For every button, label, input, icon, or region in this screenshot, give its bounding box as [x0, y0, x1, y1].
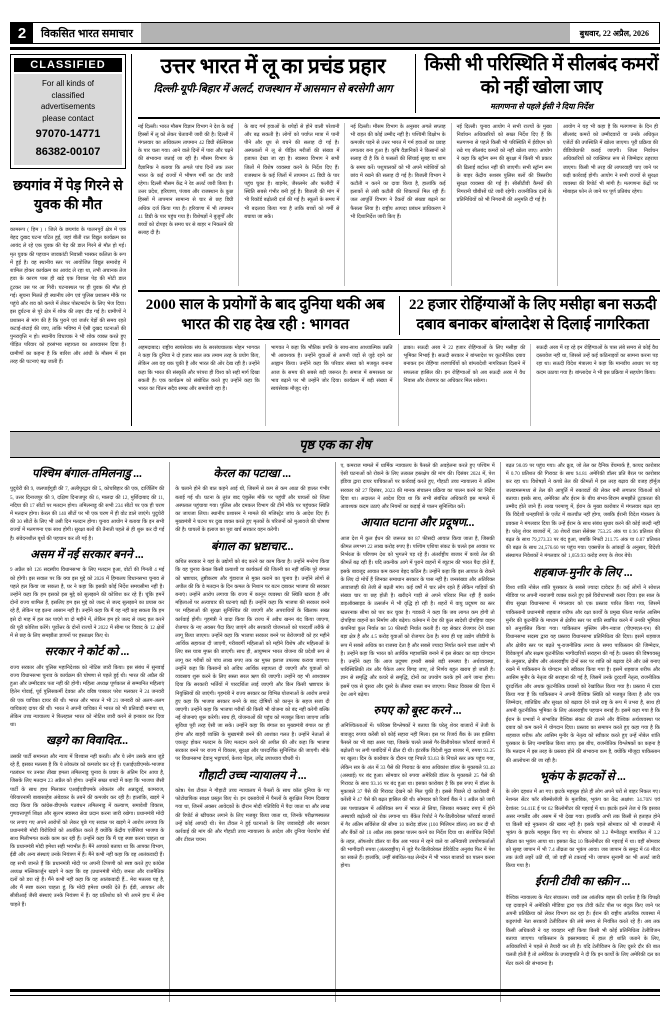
continuation-body: विश्व शांति नोबेल शांति पुरस्कार के सबसे ज्यादा दावेदार हैं। कई लोगों ने सोशल मीडिया पर अपनी नाराजगी व्यक्त करते हुए इसे विरोधाभासी करार दिया। इस साल के बीच सुरक्षा विधानसभा में मंगलवार को एक प्रस्ताव पारित किया गया, जिसमें पाकिस्तानी प्रधानमंत्री शहबाज शरीफ और रक्षा कार्यों के प्रमुख फील्ड मार्शल आसिम मुनीर की कूटनीति के माध्यम से क्षेत्रीय स्तर पर शांति स्थापित करने में उनकी भूमिका को अनुशंसित किया गया। पाकिस्तान मुस्लिम लीग-नवाज (पीएमएल-एन) की विधानसभा सदस्य द्वारा यह प्रस्ताव विधानसभा प्रतिनिधित्व की दिया। इसमें शहबाज और क्षेत्रीय स्तर पर बढ़ते भू-राजनीतिक तनाव के समय पाकिस्तान की जिम्मेदार, विवेकपूर्ण और सक्षम कूटनीतिक भागीदारियों सराहना की गई है। प्रस्ताव की विषयवस्तु के अनुसार, क्षेत्रीय और अंतरराष्ट्रीय दोनों स्तर पर शांति को बढ़ावा देने और उसे बनाए रखने में पाकिस्तान के योगदान को स्वीकार किया गया है। इसमें शहबाज शरीफ और आसिम मुनीर के नेतृत्व की सराहना की गई है, जिसमें उनके दूरदर्शी नेतृत्व, राजनीतिक दूरदर्शिता और अथक कूटनीतिक प्रयासों को रेखांकित किया गया है। प्रस्ताव में दावा किया गया है कि पाकिस्तान ने अपनी वैश्विक स्थिति को मजबूत किया है और एक जिम्मेदार, शांतिप्रिय और सुरक्षा को बढ़ावा देने वाले राष्ट्र के रूप में उभरा है, साथ ही अपनी कूटनीतिक भूमिका के लिए अंतरराष्ट्रीय पहचान बनाई है। इसमें कहा गया है कि ईरान के प्रभावों ने संभावित वैश्विक संकट की टालने और वैश्विक अर्थव्यवस्था पर दबाव को कम करने में योगदान दिया। प्रस्ताव का समापन करते हुए कहा गया है कि शहबाज शरीफ और आसिम मुनीर के नेतृत्व को स्वीकार करते हुए उन्हें नोबेल शांति पुरस्कार के लिए नामांकित किया जाए। इस बीच, राजनीतिक विश्लेषकों का कहना है कि मतदान में इस तरह के प्रस्ताव होने की संभावना कम है, क्योंकि मौजूदा पाकिस्तान की आलोचना की जा रही है। — [505, 585, 660, 764]
top-main-area — [132, 54, 660, 426]
secondary-story-1-headline: 2000 साल के प्रयोगों के बाद दुनिया थकी अब भारत की राह देख रही : भागवत — [145, 297, 385, 333]
continuation-subheadline: शहबाज-मुनीर के लिए ... — [532, 566, 633, 579]
continuation-subheadline: ईरानी टीवी का स्क्रीन ... — [535, 876, 631, 889]
continuation-band — [10, 431, 660, 458]
classified-phone-2: 86382-00107 — [35, 146, 101, 159]
continuation-body: आज देश में कुल ईंधन की जरूरत का 87 फीसदी आयात किया जाता है, जिसकी कीमत लगभग 22 लाख करोड़ रुपए है। पश्चिम एशिया संकट के चलते इस आयात पर निर्भरता के परिणाम देश को भुगतने पड़ रहे हैं। अंतर्राष्ट्रीय बाजार में कच्चे तेल की कीमतें बढ़ रही हैं। यदि तकनीक आगे में पुराने वाहनों में ब्यूटान की भारत पैदा होते हैं, इसके बावजूद आयात कम करना बेहद कठिन है। उन्होंने कहा कि इस आयात के रोकने के लिए दो मोर्चे हैं जिनका समाधान सरकार के पास नहीं है। जनसंख्या और अतिरिक्त आवाजाही की तेजी से बढ़ती मांग। कई वर्षों में चार लोग रहते हैं लेकिन गाड़ियों की संख्या चार या छह होती है। खरीदने गाड़ी से अपने परिवार मिल रही हैं कार्बन डाइऑक्साइड के उत्सर्जन में भी वृद्धि हो रही है। शहरों में वायु प्रदूषण का स्तर खतरनाक सीमा को पार कर चुका है। गडकरी ने कहा कि जब लागत कम होगी तो दोपहिया वाहनों का निर्माण और बढ़ेगा। वर्तमान में देश की कुल स्वदेशी दोपहिया वाहन कंपनियां कुल निर्यात का 50 फीसदी निर्यात करती हैं। यह सेक्टर रोजगार देने वाला बड़ा क्षेत्र है और 4.5 करोड़ युवाओं को रोजगार देता है। साथ ही यह उद्योग जीडीपी के रूप में सबसे अधिक का राजस्व देता है और सबसे ज्यादा निर्यात करने वाला उद्योग भी है। उन्होंने कहा कि भारत को आर्थिक महाशक्ति बनाने में इस सेक्टर का बड़ा योगदान है। उन्होंने कहा कि आज प्रदूषण हमारी सबसे बड़ी समस्या है। अर्थव्यवस्था, पारिस्थितिकी तंत्र और पैकेज अगर बिगड़ जाए, तो निर्णय बहुत खराब हो जाती है। ज्ञान से समृद्धि और कचरे से समृद्धि, दोनों का उपयोग करके हमें आगे जाना होगा। इसमें एक से दूसरा और दूसरे के तीसरा रास्ता बन जाएगा। निकट विकास की दिशा में देश आगे बढ़ेगा। — [340, 535, 495, 698]
continuation-body: के चलाने होने की बात कहने आई थी, जिसमें से कम से कम आठा की हालत गंभीर बताई गई थी। घटना के तुरंत बाद एंबुलेंस मौके पर पहुंचीं और घायलों को जिला अस्पताल पहुंचाया गया। पुलिस और दमकल विभाग की टीमें मौके पर पहुंचकर स्थिति का जायजा लिया। स्थानीय प्रशासन ने मामले की मजिस्ट्रेट जांच के आदेश दिए हैं। मुख्यमंत्री ने घटना पर दुख व्यक्त करते हुए मृतकों के परिजनों को मुआवजे की घोषणा की है। घायलों के इलाज का पूरा खर्च सरकार वहन करेगी। — [175, 486, 330, 534]
secondary-story-2-head — [400, 296, 661, 335]
continuation-subheadline: केरल का पटाखा ... — [213, 468, 292, 480]
story-body: ढाका। सऊदी अरब ने 22 हजार रोहिंग्याओं के लिए मसीहा की भूमिका निभाई है। सऊदी सरकार ने बांग्लादेश पर कूटनीतिक दबाव बनाकर इन रोहिंग्या शरणार्थियों को बांग्लादेशी नागरिकता दिलाने में सफलता हासिल की। इन रोहिंग्याओं को अब सऊदी अरब में वैध निवास और रोजगार का अधिकार मिल सकेगा। — [403, 345, 526, 384]
lead-story-columns — [138, 119, 660, 286]
left-article-headline: छयगांव में पेड़ गिरने से युवक की मौत — [10, 174, 126, 222]
story-body: भागवत ने कहा कि भौतिक प्रगति के साथ-साथ आध्यात्मिक उन्नति भी आवश्यक है। उन्होंने युवाओं से अपनी जड़ों से जुड़े रहने का आह्वान किया। उन्होंने कहा कि परिवार संस्था को मजबूत बनाना आज के समय की सबसे बड़ी जरूरत है। समाज में समरसता का भाव बढ़ाने पर भी उन्होंने जोर दिया। कार्यक्रम में बड़ी संख्या में स्वयंसेवक मौजूद रहे। — [270, 345, 393, 393]
classified-column — [10, 54, 132, 426]
continuation-column — [170, 462, 335, 1002]
continuation-body: कथित सरकार ने यहां के उद्योगों को बंद करने का काम किया है। उन्होंने मनरेगा किया कि यह चुनाव केवल किसी प्रत्याशी या कार्यकर्ता की जितनी का नहीं बल्कि पूरे बंगाल को भ्रष्टाचार, तुष्टीकरण और गुंडाराज से मुक्त कराने का चुनाव है। उन्होंने लोगों से अपील की कि वे मतदान के दिन कमल के निशान पर बटन दबाकर भाजपा की सरकार बनाएं। उन्होंने आरोप लगाया कि राज्य में कानून व्यवस्था की स्थिति खराब है और महिलाओं पर अत्याचार की घटनाएं बढ़ी हैं। उन्होंने कहा कि भाजपा की सरकार बनने पर महिलाओं की सुरक्षा सुनिश्चित की जाएगी और अपराधियों के खिलाफ सख्त कार्रवाई होगी। गृहमंत्री ने वादा किया कि राज्य में अवैध खनन बंद किया जाएगा, रोजगार के नए अवसर पैदा किए जाएंगे और सरकारी योजनाओं को पारदर्शी तरीके से लागू किया जाएगा। उन्होंने कहा कि भाजपा सरकार बनने पर बेरोजगारी को हर महीने आर्थिक सहायता दी जाएगी, गरीबवर्गी महिलाओं को महीने विशेष और महिलाओं के लिए बस यात्रा मुफ्त की जाएगी। साथ ही, आयुष्मान भारत योजना की प्रदेशी रूप से लागू कर गरीबों को पांच लाख रुपए तक का मुफ्त इलाज उपलब्ध कराया जाएगा। उन्होंने कहा कि किसानों को अविध आर्थिक सहायता दी जाएगी और युवाओं को व्यवसाय शुरू करने के लिए सस्ता सरल ऋण की जाएगी। उन्होंने यह भी आश्वासन दिया कि सरकारी भर्तियों में पारदर्शिता लाई जाएगी और किन किसी भ्रष्टाचार के नियुक्तियों की जाएंगी। गृहमंत्री ने राज्य सरकार का विभिन्न योजनाओं के आरोप लगाते हुए कहा कि भाजपा सरकार बनने के बाद दोषियों को कानून के सहज सजा दी जाएगी। उन्होंने कहा कि भाजपा गरीबों की किसी भी योजना को बंद नहीं करेगी बल्कि नई योजनाएं शुरू करेगी। साथ ही, योजनाओं की पहुंच को मजबूत किया जाएगा ताकि सुविधा पूरी तरह ऐसी जा सके। उन्होंने कहा कि बंगाल का मुख्यमंत्री बंगाल का ही होगा और बाहरी व्यक्ति के मुख्यमंत्री बनने की आशंका गलत है। उन्होंने नेताओं से एकजुट होकर मतदान के लिए मतदान करने की अपील की और कहा कि भाजपा सरकार बनने पर राज्य में विकास, सुरक्षा और पारदर्शिक सुनिश्चित की जाएगी। मौके पर विधानसभा देवानु भट्टाचार्य, केशव पेंड्रल, उपेंद्र उपाध्याय चौधरी थे। — [175, 559, 330, 763]
continuation-body: बढ़त 98.09 पर पहुंच गया। और क्रूड, जो तेल का दैनिक वेंचमार्क है, कायद कारोबार में 0.70 प्रतिशत की गिरावट के साथ 94.81 अमेरिकी डॉलर प्रति बैरल पर कारोबार कर रहा था। विशेषज्ञों ने कच्चे तेल की कीमतों में इस तरह बढ़ाव की वजह हॉर्मूज जलडमरूमध्य से तेल की आपूर्ति में रुकावटों की लेकर बनी लगातार चिंताओं को बताया। इसके साथ, अमेरिका और ईरान के बीच संभव-विराम समझौते टूटकरता की उम्मीद होते जाने हैं। लाख परमाणु में, ईरान के मुख्य कारोबार में मंगलवार बढ़त रहा कि विदेशी धनहारियों के एजेंट में बातचीत नहीं होगा, जबकि ईरानी विदेश मंत्रालय के प्रवक्ता ने मंगलवार दिया कि उन्हें ईरान के साथ संबंध सुधार करने की कोई जल्दी नहीं है। घरेलू शेयर बाजारों में, 30 शेयरों वाला सेंसेक्स 753.25 अंक या 0.96 प्रतिशत की बढ़त के साथ 79,273.33 पर बंद हुआ, जबकि निफ्टी 211.75 अंक या 0.87 प्रतिशत की बढ़त के साथ 24,576.60 पर पहुंच गया। एक्सचेंज के आंकड़ों के अनुसार, विदेशी संस्थागत निवेशकों ने मंगलवार को 1,059.93 करोड़ रुपए के शेयर बेचे। — [505, 463, 660, 560]
top-section — [10, 54, 660, 426]
continuation-column — [501, 462, 660, 1002]
continuation-body: 9 अप्रैल को 126 सदस्यीय विधानसभा के लिए मतदान हुआ, वोटों की गिनती 4 मई को होगी। इस सवाल पर कि क्या इस मुद्दे को 2026 में हिमालय विधानसभा चुनाव से पहले हल किया जा सकता है, घर ने कहा कि इसकी कोई निर्देश समयसीमा नहीं है। उन्होंने कहा कि हम इसको इस मुद्दे को सुलझाने की कोशिश कर रहे हैं। चूंकि हमनें दोनों राज्य शामिल हैं, इसलिए हम इस मुद्दे को जल्द से जल्द सुलझाने का प्रयास कर रहे हैं, लेकिन यह इतना आसान नहीं है। उन्होंने कहा कि मैं यह नहीं कह सकता कि हम इसे दो माह में हल कर पाएंगे या दो महीने में, लेकिन हम हरे जल्द से जल्द हल करने की पूरी कोशिश करेंगे। पूर्वोत्तर के दोनों राज्यों ने 2022 में सीमा पर विवाद के 12 क्षेत्रों में से छह के लिए समझौता ज्ञापनों पर हस्ताक्षर किए थे। — [10, 567, 165, 640]
continuation-body: अनिश्चितताओं में। फॉरेक्स विश्लेषकों ने बताया कि घरेलू शेयर बाजारों में तेजी के बावजूद रुपया करेंसी को कोई सहारा नहीं मिला। इस पर रिजर्व बैंक के उस हालिया फैसले का भी बड़ा असर पड़ा, जिसके चलते उससे गैर-डिलीवरेबल फॉरवर्ड बाजारों में बढ़ोतरी पर लगी पाबंदियों में ढील दी थी। इंटरबैंक विदेशी मुद्रा बाजार में, रुपया 93.25 पर खुला। दिन के कारोबार के दौरान यह निचले 93.63 के निचले स्तर तक पहुंच गया, लेकिन सत्र के अंत में 33 पैसे की गिरावट के साथ अधिकांश डॉलर के मुकाबले 93.48 (अस्थाई) पर बंद हुआ। सोमवार को रुपया अमेरिकी डॉलर के मुकाबले 25 पैसे की गिरावट के साथ 93.16 पर बंद हुआ था। इसका कारोबार है कि इस रुपए में डॉलर के मुकाबले 37 पैसे की गिरावट देखने को मिल चुकी है। इससे पिछले दो कारोबारी में करेंसी ने 47 पैसे की बढ़त हासिल की थी। सोमवार को रिजर्व बैंक ने 1 अप्रैल को जारी उस पश्चातक्रम में अतिरिक्त रूप में भारत ले लिया, जिसका मकसद रुपए में होने अस्थायी बढ़ोतरी को रोक लगाना था। बैंकेत रिपोर्ट ने गैर-डिलीवरेबल फॉरवर्ड बाजारों में गैर अंतिम सर्विसेज की सीमा 10 करोड़ डॉलर (100 मिलियन डॉलर) तय कर दी थी और बैंकों को 10 अप्रैल तक इसका पालन करने का निर्देश दिया था। संशोधित निर्देशों के तहत, ऑफशोर डॉलर या बैंक अब भारत में रहने वाले या अनिवासी उपयोगकर्ताओं की भागीदारी रुपया (अंतरराष्ट्रीय) में जुड़े गैर-डिलीवरेबल डेरिवेटिव अनुबंध फिर में पेश का सकते हैं। हालांकि, उन्हीं संबंधित-पक्ष लेनदेन में भी भारत बाजारों का पालन करना होगा। — [340, 723, 495, 870]
story-column — [345, 123, 451, 286]
story-column — [138, 344, 266, 426]
story-column — [558, 123, 660, 286]
story-column — [531, 344, 660, 426]
story-body: अहमदाबाद। राष्ट्रीय स्वयंसेवक संघ के सरसंघचालक मोहन भागवत ने कहा कि दुनिया ने दो हजार साल तक तमाम तरह के प्रयोग किए, लेकिन अब वह थक चुकी है और भारत की ओर देख रही है। उन्होंने कहा कि भारत की संस्कृति और परंपरा ही विश्व को सही मार्ग दिखा सकती है। एक कार्यक्रम को संबोधित करते हुए उन्होंने कहा कि भारत का चिंतन सदैव समग्र और समावेशी रहा है। — [138, 345, 260, 393]
story-column — [452, 123, 558, 286]
story-column — [239, 123, 345, 286]
story-body: आयोग ने यह भी कहा है कि मतगणना के दिन ही सीलबंद कमरों को उम्मीदवारों या उनके अधिकृत एजेंटों की उपस्थिति में खोला जाएगा। पूरी प्रक्रिया की वीडियोग्राफी कराई जाएगी। जिला निर्वाचन अधिकारियों को व्यक्तिगत रूप से जिम्मेदार ठहराया जाएगा। किसी भी तरह की लापरवाही पाए जाने पर कड़ी कार्रवाई होगी। आयोग ने सभी राज्यों से सुरक्षा व्यवस्था की रिपोर्ट भी मांगी है। मतगणना केंद्रों पर मोबाइल फोन ले जाने पर पूर्ण प्रतिबंध रहेगा। — [562, 123, 659, 196]
continuation-subheadline: बंगाल का भ्रष्टाचार... — [210, 540, 294, 553]
classified-phone-1: 97070-14771 — [35, 128, 101, 141]
classified-line-1: For all kinds of — [41, 79, 95, 88]
continuation-column — [10, 462, 170, 1002]
continuation-subheadline: असम में नई सरकार बनने ... — [30, 548, 144, 561]
masthead-rule — [10, 47, 660, 50]
masthead-spacer — [141, 23, 570, 43]
secondary-story-1-head — [138, 296, 400, 335]
continuation-subheadline: खड़गे का विवादित... — [45, 735, 129, 748]
lead-story-1-subhead: दिल्ली-यूपी-बिहार में अलर्ट, राजस्थान में आसमान से बरसेगी आग — [153, 83, 393, 95]
continuation-subheadline: भूकंप के झटकों से ... — [539, 770, 627, 783]
page-number: 2 — [11, 23, 33, 43]
continuation-body: के लोग दहशत में आ गए। झटके महसूस होते ही लोग अपने घरों से बाहर निकल गए। नेशनल सेंटर फॉर सीस्मोलॉजी के मुताबिक, भूकंप का केंद्र अक्षांश: 34.70N एवं देशांतर: 94.41E ई पर 62 किलोमीटर की गहराई में था। झटके इतने तेज थे कि इसका असर नगालैंड और असम में भी देखा गया। हालांकि अभी तक किसी से हताहत होने या किसी बड़े नुकसान की खबर नहीं है। इसके पहले सोमवार को भी राजधानी में भूकंप के झटके महसूस किए गए थे। सोमवार को 3.2 मैग्नीट्यूड मापांकित में 3.2 तीव्रता का भूकंप आया था। इसका केंद्र 10 किलोमीटर की गहराई में था। वहीं सोमवार को सुबह जापान में भी 7.4 तीव्रता का भूकंप आया। जब जापान के समुद्र में 60 मीटर तक ऊंची लहरें उठी थीं, जो वहीं से टकराई भी। जापान सुनामी का भी अलर्ट जारी किया गया है। — [505, 789, 660, 870]
classified-body — [14, 74, 122, 165]
footer-rule — [10, 989, 660, 992]
lead-story-1-headline: उत्तर भारत में लू का प्रचंड प्रहार — [160, 54, 386, 78]
story-body: के बाद गर्म हवाओं के थपेड़ों से होने वाली परेशानी और बढ़ सकती है। लोगों को पर्याप्त मात्रा में पानी पीने और धूप से बचने की सलाह दी गई है। अस्पतालों में लू से पीड़ित मरीजों की संख्या में इजाफा देखा जा रहा है। स्वास्थ्य विभाग ने सभी जिलों में विशेष व्यवस्था करने के निर्देश दिए हैं। राजस्थान के कई जिलों में तापमान 45 डिग्री के पार पहुंच चुका है। बाड़मेर, जैसलमेर और फलौदी में स्थिति सबसे गंभीर बनी हुई है। बिजली की मांग में भी रिकॉर्ड बढ़ोतरी दर्ज की गई है। स्कूलों के समय में भी बदलाव किया गया है ताकि बच्चों को गर्मी से बचाया जा सके। — [244, 123, 340, 220]
story-body: नई दिल्ली। मौसम विभाग के अनुसार अगले सप्ताह भी राहत की कोई उम्मीद नहीं है। पश्चिमी विक्षोभ के कमजोर पड़ने से उत्तर भारत में गर्म हवाओं का प्रवाह लगातार बना हुआ है। कृषि वैज्ञानिकों ने किसानों को सलाह दी है कि वे फसलों की सिंचाई सुबह या शाम के समय करें। पशुपालकों को भी अपने मवेशियों को छांव में रखने की सलाह दी गई है। बिजली विभाग ने कटौती न करने का दावा किया है, हालांकि कई इलाकों से लंबी कटौती की शिकायतें मिल रही हैं। जल आपूर्ति विभाग ने टैंकरों की संख्या बढ़ाने का फैसला लिया है। राष्ट्रीय आपदा प्रबंधन प्राधिकरण ने भी दिशानिर्देश जारी किए हैं। — [350, 123, 446, 220]
classified-line-2: classified — [51, 90, 85, 100]
lead-story-2-head — [416, 54, 660, 113]
lead-story-1-head — [138, 54, 416, 113]
continuation-body: उसकी पार्टी समानता और न्याय में विश्वास नहीं करती। और ये लोग उसके साथ जुड़े रहे हैं, इसका मतलब है कि ये लोकतंत्र को कमजोर कर रहे हैं। एआईएडीएमके-भाजपा गठबंधन पर उनका तीखा हमला तमिलनाडु चुनाव के प्रचार के अंतिम दिन आया है, जिसके लिए मतदान 23 अप्रैल को होगा। उन्होंने सख्त शब्दों में कहा कि भाजपा जैसी पार्टी के साथ हाथ मिलाकर एआईएडीएमके लोकतंत्र और अन्नादुरई, कामराज, पेरियारनामी बाबासाहेब अंबेडकर के तबने की कमजोर कर रही है। हालांकि, खड़गे ने वादा किया कि कांग्रेस-डीएमके गठबंधन तमिलनाडु में कल्याण, समावेशी विकास, गुणवत्तापूर्ण शिक्षा और सुलभ स्वास्थ्य सेवा प्रदान करना जारी रखेगा। प्रधानमंत्री मोदी पर लगाए गए अपने आरोपों को लेकर पूछे गए सवाल पर खड़गे ने आरोप लगाया कि प्रधानमंत्री मोदी विरोधियों को आतंकित करते हैं क्योंकि केंद्रीय एजेंसियां भाजपा के साथ मिलीभगत करके काम कर रही हैं। उन्होंने कहा कि मैं यह स्पष्ट करना चाहता था कि प्रधानमंत्री मोदी हमेशा सही भयभीत हैं। मैंने आपको बताया था कि आपका विभाग, ईडी और अन्य संस्थाएं उनके नियंत्रण में हैं। मैंने कभी नहीं कहा कि वह आतंकवादी हैं। वह सभी जानते हैं कि प्रधानमंत्री मोदी पर अपनी टिप्पणी को स्पष्ट करते हुए कांग्रेस अध्यक्ष मल्लिकार्जुन खड़गे ने कहा कि वह (प्रधानमंत्री मोदी) जनता और राजनैतिक दलों को डरा रहे हैं। मैंने कभी नहीं कहा कि वह आतंकवादी हैं... मेरा मतलब यह है, और मैं स्पष्ट करना चाहता हूं, कि मोदी हमेशा धमकी देते हैं। ईडी, आयकर और सीबीआई जैसी संस्थाएं उनके नियंत्रण में हैं। वह प्रतिशोध को भी अपने हाथ में लेना चाहते हैं। — [10, 753, 165, 908]
continuation-body: राज्य सरकार और पुलिस महानिदेशक को नोटिस जारी किया। इस संबंध में सुनवाई राज्य विधानसभा चुनाव के कार्यक्रम की घोषणा से पहले हुई थी। भारत की अप्रैल की हुआ और उम्मीदवार पता नहीं की होगी। महिला अध्यक्ष पूर्णकाल से सम्मानित महिलाएं हितेन गोवाई, पूर्व पुलिसकर्मी देवका और वरिष्ठ पत्रकार परेश मलकार ने 24 जनवरी की एक याचिका दायर की थी। भारत और भारत ने भी 21 जनवरी को अलग-अलग याचिकाएं दायर की थीं। भारत ने अपनी याचिका में भारत को भी प्रतिवादी बनाया था, लेकिन उच्च न्यायालय ने फिलहाल भारत को नोटिस जारी करने से इनकार कर दिया था। — [10, 664, 165, 729]
paper-name: विकसित भारत समाचार — [33, 23, 141, 43]
secondary-story-columns — [138, 340, 660, 426]
continuation-subheadline: रुपए को बूस्ट करने ... — [373, 705, 462, 718]
continuation-body: पुदुचेरी की 9, जलपाईगुड़ी की 7, अलीपुरद्वार की 5, कोचबिहार की एक, दार्जिलिंग की 5, उत्तर दिनाजपुर की 9, दक्षिण दिनाजपुर की 6, मालदा की 12, मुर्शिदाबाद की 11, नदिया की 17 सीटों पर मतदान होगा। तमिलनाडु की सभी 234 सीटों पर एक ही चरण में मतदान होगा। केरल की 140 सीटों पर भी एक चरण में ही वोट डाले जाएंगे। पुदुचेरी की 30 सीटों के लिए भी उसी दिन मतदान होगा। चुनाव आयोग ने बताया कि इन सभी राज्यों में मतगणना एक साथ होगी। सुरक्षा बलों की तैनाती पहले से ही शुरू कर दी गई है। संवेदनशील बूथों की पहचान कर ली गई है। — [10, 486, 165, 542]
continuation-column — [336, 462, 501, 1002]
lead-headline-row — [138, 54, 660, 119]
story-body: सऊदी अरब में रह रहे इन रोहिंग्याओं के पास लंबे समय से कोई वैध दस्तावेज नहीं था, जिससे उन्हें कई कठिनाइयों का सामना करना पड़ रहा था। सऊदी विदेश मंत्रालय ने कहा कि मानवीय आधार पर यह कदम उठाया गया है। बांग्लादेश ने भी इस प्रक्रिया में सहयोग किया। — [536, 345, 658, 376]
continuation-subheadline: गौहाटी उच्च न्यायालय ने ... — [197, 769, 307, 782]
secondary-headline-row — [138, 290, 660, 340]
story-column — [138, 123, 239, 286]
classified-line-3: advertisements — [40, 102, 96, 112]
continuation-band-label: पृष्ठ एक का शेष — [299, 437, 371, 452]
lead-story-2-headline: किसी भी परिस्थिति में सीलबंद कमरों को नहीं खोला जाए — [424, 55, 659, 98]
story-column — [266, 344, 399, 426]
issue-date: बुधवार, 22 अप्रैल, 2026 — [570, 23, 659, 43]
continuation-body: वैश्विक न्यायालय के मेंटर संचालन। जारी उस आंतरिक बहस की दर्शाता है कि विपक्षी यह दावाहने में अमेरिकी मीडिया द्वारा एक टीवी कंटेंट पीस पर बंदूक किए जाने पर अपनी प्रतिक्रिया को लेकर विभाग कर रहा है। ईरान की राष्ट्रीय आंतरिक व्यवस्था में कट्टरपंथी नेता सरकारी टेलीविजन की लंबे समय से नियंत्रित करते रहे हैं। अब तक किसी अधिकारी ने यह व्यवहार नहीं किया किसी भी कोई प्रतिनिधित्व टेलीविजन बताया जाएगा। पाकिस्तान के इस्लामाबाद में हाल ही शांति जताने के लिए, अधिकारियों ने पहले से तैयारी कर ली है। यदि टेलीविजन के लिए दूसरे दौर की बात चलती होती है तो अमेरिका के उपराष्ट्रपति ने दी कि इन कार्यों के लिए अमेरिकी दल का मेंटर करने की संभावना है। — [505, 894, 660, 967]
continuation-body: कोष्ठ। पेश टीवल ने गौहाटी उच्च न्यायालय में पैनलों के साथ कॉल दुनिया के गए फोटोग्राफिक साक्ष्य प्रस्तुत किए थे। इन दस्तावेजों में पैनलों के सुरक्षित नियम दिखाया गया था, जिनमें अक्सर आवेदकों के दौरान मोदी गतिविधि में पैदा जाता था और लाख की रिपोर्ट से खींचकर लगाने के लिए मजबूर किया जाता था, जिनके परीक्षणस्थलत उन्हें कोई आपदी थी। पेश टीवल ने हुई घटनाओं के लिए जवाबदेही और सरकार कार्रवाई की मांग की और गौहाटी उच्च न्यायालय के आदेश और दुनिया पेरायोग बोर्ड और टीवल चयन। — [175, 787, 330, 844]
continuation-subheadline: आयात घटाना और प्रदूषण... — [360, 517, 475, 530]
classified-line-4: please contact — [42, 113, 94, 123]
continuation-section — [10, 462, 660, 1002]
story-column — [399, 344, 532, 426]
continuation-body: ए, कमराज मामले में धार्मिक न्यायालय के फैसले की अवहेलना करते हुए पश्चिम में ऐसी घटनाओं को रोकने के लिए तत्काल हस्तक्षेप की मांग की। दिसंबर 2024 में, पेश इंडिया द्वारा दायर याचिकाओं पर कार्रवाई करते हुए, गौहाटी उच्च न्यायालय ने अंतिम सरकार को 27 दिसंबर, 2023 की मानक संचालन प्रक्रिया का पालन करने का निर्देश दिया था। अदालत ने आदेश दिया था कि सभी संबंधित अधिकारी इस मामले में आवश्यक कदम उठाएं और नियमों का कड़ाई से पालन सुनिश्चित करें। — [340, 463, 495, 511]
classified-banner: CLASSIFIED — [14, 58, 122, 72]
continuation-subheadline: सरकार ने कोर्ट को ... — [44, 646, 130, 659]
continuation-subheadline: पश्चिम बंगाल-तमिलनाडु ... — [31, 468, 143, 480]
left-article-body: कामरूप ( हिम ) । जिले के छयगांव के पालनपुर्वे क्षेत्र में एक बेहद दुखद घटना घटित हुई, जहां बीती रात विद्युत कार्यक्रम का आयंद ले रहे एक युवक की पेड़ की डाल गिरने से मौत हो गई। मृत युवक की पहचान जावकांटी निवासी भास्कर कलिता के रूप में हुई है। वह स्थानीय स्तर पर आयोजित विद्युत समारोह में शामिल होकर कार्यक्रम का आयंद ले रहा था, तभी अचानक तेज हवा के कारण पास ही खड़े एक विशाल पेड़ की मोटी डाल टूटकर उस पर आ गिरी। घटनास्थल पर ही युवक की मौत हो गई। सूचना मिलते ही स्थानीय लोग एवं पुलिस प्रशासन मौके पर पहुंचे और शव को कब्जे में लेकर पोस्टमार्टम के लिए भेज दिया। इस दुर्घटना से पूरे क्षेत्र में शोक की लहर दौड़ गई है। ग्रामीणों ने प्रशासन से मांग की है कि पुराने एवं जर्जर पेड़ों की समय रहते कटाई-छंटाई की जाए, ताकि भविष्य में ऐसी दुखद घटनाओं की पुनरावृत्ति न हो। स्थानीय विधायक ने भी शोक व्यक्त करते हुए पीड़ित परिवार को हरसंभव सहायता का आश्वासन दिया है। ग्रामीणों का कहना है कि बारिश और आंधी के मौसम में इस तरह की घटनाएं बढ़ जाती हैं। — [10, 226, 126, 365]
classified-ad-box — [10, 54, 126, 169]
story-body: नई दिल्ली। भारत मौसम विज्ञान विभाग ने देश के कई हिस्सों में लू को लेकर चेतावनी जारी की है। दिल्ली में मंगलवार का अधिकतम तापमान 42 डिग्री सेल्सियस के पार चला गया। आने वाले दिनों में पारा और चढ़ने की संभावना जताई जा रही है। मौसम विभाग के वैज्ञानिक ने बताया कि अगले पांच दिनों तक उत्तर भारत के कई राज्यों में भीषण गर्मी का दौर जारी रहेगा। दिल्ली मौसम केंद्र ने रेड अलर्ट जारी किया है। उत्तर प्रदेश, हरियाणा, पंजाब और राजस्थान के कुछ हिस्सों में तापमान सामान्य से चार से छह डिग्री अधिक दर्ज किया गया है। हरियाणा में भी तापमान 41 डिग्री के पार पहुंच गया है। विशेषज्ञों ने बुजुर्गों और बच्चों को दोपहर के समय घर से बाहर न निकलने की सलाह दी है। — [138, 123, 234, 237]
secondary-story-2-headline: 22 हजार रोहिंग्याओं के लिए मसीहा बना सऊदी दबाव बनाकर बांग्लादेश से दिलाई नागरिकता — [408, 297, 657, 333]
masthead — [10, 22, 660, 44]
story-body: नई दिल्ली। चुनाव आयोग ने सभी राज्यों के मुख्य निर्वाचन अधिकारियों को सख्त निर्देश दिए हैं कि मतगणना से पहले किसी भी परिस्थिति में ईवीएम को रखे गए सीलबंद कमरों को नहीं खोला जाए। आयोग ने कहा कि स्ट्रॉन्ग रूम की सुरक्षा में किसी भी प्रकार की ढिलाई बर्दाश्त नहीं की जाएगी। सभी स्ट्रॉन्ग रूम के बाहर केंद्रीय सशस्त्र पुलिस बलों की त्रिस्तरीय सुरक्षा व्यवस्था की गई है। सीसीटीवी कैमरों की निगरानी चौबीसों घंटे जारी रहेगी। राजनीतिक दलों के प्रतिनिधियों को भी निगरानी की अनुमति दी गई है। — [456, 123, 552, 204]
lead-story-2-subhead: मतगणना से पहले ईसी ने दिया निर्देश — [490, 102, 593, 112]
